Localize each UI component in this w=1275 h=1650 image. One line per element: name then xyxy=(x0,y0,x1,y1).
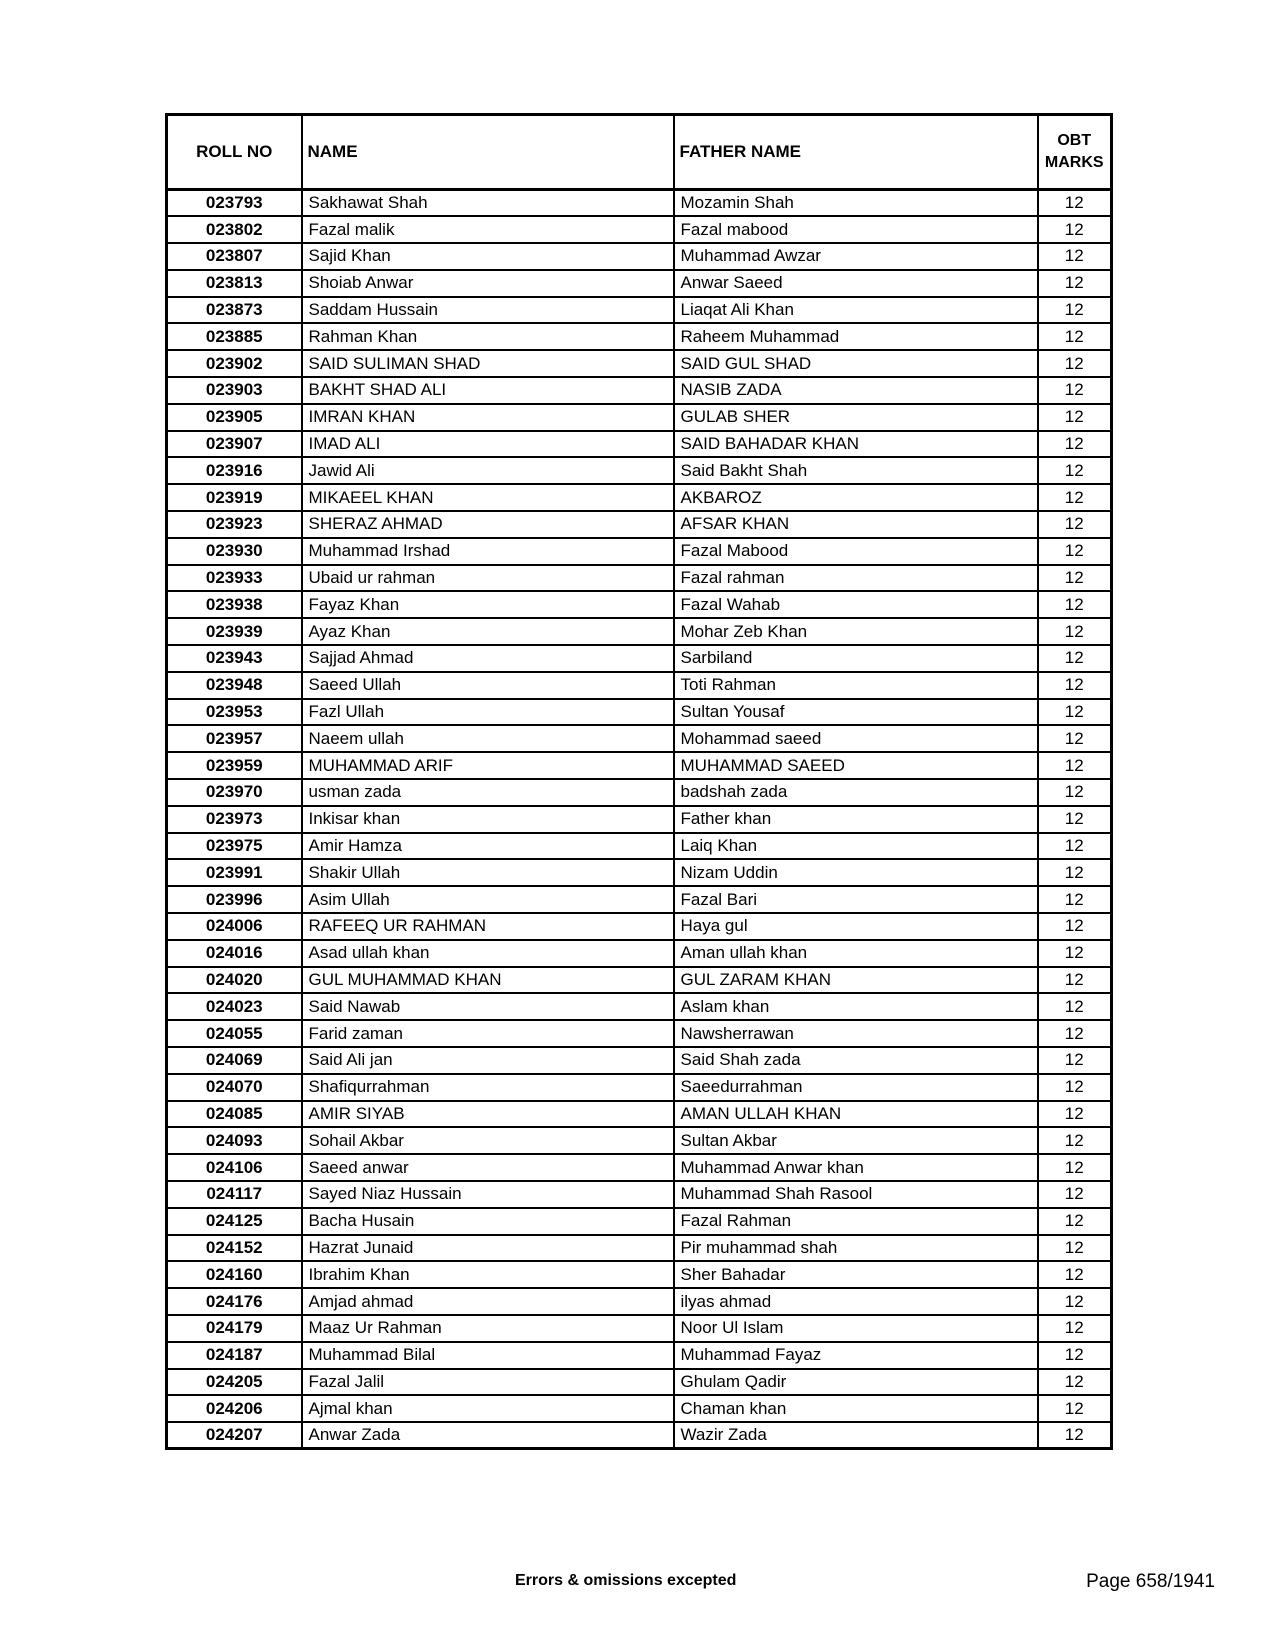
roll-no-cell: 024106 xyxy=(167,1154,302,1181)
table-row xyxy=(167,1208,1112,1235)
name-cell: AMIR SIYAB xyxy=(302,1101,674,1128)
obt-marks-cell: 12 xyxy=(1038,297,1112,324)
roll-no-cell: 024207 xyxy=(167,1422,302,1449)
obt-marks-cell: 12 xyxy=(1038,779,1112,806)
obt-marks-cell: 12 xyxy=(1038,565,1112,592)
obt-marks-cell: 12 xyxy=(1038,1261,1112,1288)
obt-marks-cell: 12 xyxy=(1038,1181,1112,1208)
table-row xyxy=(167,886,1112,913)
obt-marks-cell: 12 xyxy=(1038,1074,1112,1101)
table-header xyxy=(167,115,1112,190)
table-row xyxy=(167,913,1112,940)
name-cell: Sakhawat Shah xyxy=(302,190,674,217)
column-header-obt-marks: OBT MARKS xyxy=(1038,115,1112,190)
name-cell: IMAD ALI xyxy=(302,431,674,458)
father-name-cell: Fazal Bari xyxy=(674,886,1038,913)
father-name-cell: Ghulam Qadir xyxy=(674,1369,1038,1396)
obt-marks-cell: 12 xyxy=(1038,1020,1112,1047)
name-cell: GUL MUHAMMAD KHAN xyxy=(302,967,674,994)
roll-no-cell: 023902 xyxy=(167,350,302,377)
father-name-cell: Father khan xyxy=(674,806,1038,833)
table-row xyxy=(167,699,1112,726)
table-row xyxy=(167,618,1112,645)
table-row xyxy=(167,779,1112,806)
obt-marks-cell: 12 xyxy=(1038,1127,1112,1154)
table-row xyxy=(167,457,1112,484)
father-name-cell: Fazal Rahman xyxy=(674,1208,1038,1235)
name-cell: Muhammad Irshad xyxy=(302,538,674,565)
name-cell: usman zada xyxy=(302,779,674,806)
table-row xyxy=(167,404,1112,431)
table-row xyxy=(167,538,1112,565)
obt-marks-cell: 12 xyxy=(1038,1047,1112,1074)
roll-no-cell: 023957 xyxy=(167,725,302,752)
father-name-cell: ilyas ahmad xyxy=(674,1288,1038,1315)
obt-marks-cell: 12 xyxy=(1038,457,1112,484)
roll-no-cell: 023873 xyxy=(167,297,302,324)
obt-marks-cell: 12 xyxy=(1038,1395,1112,1422)
roll-no-cell: 023916 xyxy=(167,457,302,484)
table-row xyxy=(167,1020,1112,1047)
table-row xyxy=(167,993,1112,1020)
roll-no-cell: 023885 xyxy=(167,323,302,350)
obt-marks-cell: 12 xyxy=(1038,270,1112,297)
father-name-cell: GUL ZARAM KHAN xyxy=(674,967,1038,994)
father-name-cell: Noor Ul Islam xyxy=(674,1315,1038,1342)
table-row xyxy=(167,940,1112,967)
father-name-cell: MUHAMMAD SAEED xyxy=(674,752,1038,779)
obt-marks-cell: 12 xyxy=(1038,1101,1112,1128)
roll-no-cell: 024006 xyxy=(167,913,302,940)
roll-no-cell: 024070 xyxy=(167,1074,302,1101)
father-name-cell: Muhammad Anwar khan xyxy=(674,1154,1038,1181)
name-cell: Bacha Husain xyxy=(302,1208,674,1235)
table-row xyxy=(167,323,1112,350)
table-row xyxy=(167,1288,1112,1315)
father-name-cell: Wazir Zada xyxy=(674,1422,1038,1449)
table-row xyxy=(167,1127,1112,1154)
father-name-cell: Chaman khan xyxy=(674,1395,1038,1422)
father-name-cell: Mohammad saeed xyxy=(674,725,1038,752)
roll-no-cell: 024020 xyxy=(167,967,302,994)
name-cell: Fazal malik xyxy=(302,216,674,243)
roll-no-cell: 023933 xyxy=(167,565,302,592)
roll-no-cell: 023948 xyxy=(167,672,302,699)
father-name-cell: Fazal Mabood xyxy=(674,538,1038,565)
obt-marks-cell: 12 xyxy=(1038,404,1112,431)
table-row xyxy=(167,672,1112,699)
father-name-cell: Anwar Saeed xyxy=(674,270,1038,297)
name-cell: Sajjad Ahmad xyxy=(302,645,674,672)
obt-marks-cell: 12 xyxy=(1038,725,1112,752)
father-name-cell: Sultan Yousaf xyxy=(674,699,1038,726)
name-cell: Asim Ullah xyxy=(302,886,674,913)
column-header-name: NAME xyxy=(302,115,674,190)
obt-marks-cell: 12 xyxy=(1038,940,1112,967)
obt-marks-cell: 12 xyxy=(1038,1422,1112,1449)
name-cell: Saeed anwar xyxy=(302,1154,674,1181)
father-name-cell: AMAN ULLAH KHAN xyxy=(674,1101,1038,1128)
obt-marks-cell: 12 xyxy=(1038,538,1112,565)
table-row xyxy=(167,484,1112,511)
roll-no-cell: 023959 xyxy=(167,752,302,779)
obt-marks-cell: 12 xyxy=(1038,1315,1112,1342)
column-header-father-name: FATHER NAME xyxy=(674,115,1038,190)
roll-no-cell: 023943 xyxy=(167,645,302,672)
table-row xyxy=(167,859,1112,886)
name-cell: Fazl Ullah xyxy=(302,699,674,726)
roll-no-cell: 023793 xyxy=(167,190,302,217)
father-name-cell: Mohar Zeb Khan xyxy=(674,618,1038,645)
obt-marks-cell: 12 xyxy=(1038,1208,1112,1235)
father-name-cell: Muhammad Awzar xyxy=(674,243,1038,270)
obt-marks-cell: 12 xyxy=(1038,1288,1112,1315)
roll-no-cell: 023970 xyxy=(167,779,302,806)
obt-marks-cell: 12 xyxy=(1038,243,1112,270)
father-name-cell: Sultan Akbar xyxy=(674,1127,1038,1154)
obt-marks-cell: 12 xyxy=(1038,377,1112,404)
table-row xyxy=(167,243,1112,270)
father-name-cell: Sarbiland xyxy=(674,645,1038,672)
roll-no-cell: 023813 xyxy=(167,270,302,297)
table-row xyxy=(167,565,1112,592)
father-name-cell: Fazal rahman xyxy=(674,565,1038,592)
table-row xyxy=(167,1181,1112,1208)
name-cell: Said Nawab xyxy=(302,993,674,1020)
table-row xyxy=(167,1342,1112,1369)
name-cell: Sajid Khan xyxy=(302,243,674,270)
table-row xyxy=(167,1315,1112,1342)
table-body xyxy=(167,190,1112,1449)
obt-marks-cell: 12 xyxy=(1038,323,1112,350)
table-row xyxy=(167,645,1112,672)
name-cell: Maaz Ur Rahman xyxy=(302,1315,674,1342)
roll-no-cell: 023991 xyxy=(167,859,302,886)
name-cell: Ibrahim Khan xyxy=(302,1261,674,1288)
father-name-cell: AFSAR KHAN xyxy=(674,511,1038,538)
name-cell: Shafiqurrahman xyxy=(302,1074,674,1101)
name-cell: Hazrat Junaid xyxy=(302,1235,674,1262)
roll-no-cell: 023905 xyxy=(167,404,302,431)
table-row xyxy=(167,216,1112,243)
father-name-cell: SAID GUL SHAD xyxy=(674,350,1038,377)
father-name-cell: Aman ullah khan xyxy=(674,940,1038,967)
father-name-cell: Toti Rahman xyxy=(674,672,1038,699)
roll-no-cell: 024055 xyxy=(167,1020,302,1047)
obt-marks-cell: 12 xyxy=(1038,591,1112,618)
father-name-cell: AKBAROZ xyxy=(674,484,1038,511)
father-name-cell: Nizam Uddin xyxy=(674,859,1038,886)
column-header-roll-no: ROLL NO xyxy=(167,115,302,190)
obt-marks-cell: 12 xyxy=(1038,431,1112,458)
name-cell: Ubaid ur rahman xyxy=(302,565,674,592)
name-cell: IMRAN KHAN xyxy=(302,404,674,431)
roll-no-cell: 023996 xyxy=(167,886,302,913)
name-cell: Ayaz Khan xyxy=(302,618,674,645)
name-cell: Amjad ahmad xyxy=(302,1288,674,1315)
father-name-cell: SAID BAHADAR KHAN xyxy=(674,431,1038,458)
table-row xyxy=(167,1369,1112,1396)
roll-no-cell: 024085 xyxy=(167,1101,302,1128)
name-cell: Sayed Niaz Hussain xyxy=(302,1181,674,1208)
name-cell: Saeed Ullah xyxy=(302,672,674,699)
roll-no-cell: 023975 xyxy=(167,833,302,860)
roll-no-cell: 023802 xyxy=(167,216,302,243)
name-cell: Shoiab Anwar xyxy=(302,270,674,297)
obt-marks-cell: 12 xyxy=(1038,484,1112,511)
table-row xyxy=(167,431,1112,458)
father-name-cell: badshah zada xyxy=(674,779,1038,806)
name-cell: Farid zaman xyxy=(302,1020,674,1047)
father-name-cell: Sher Bahadar xyxy=(674,1261,1038,1288)
father-name-cell: Said Bakht Shah xyxy=(674,457,1038,484)
table-row xyxy=(167,377,1112,404)
father-name-cell: Raheem Muhammad xyxy=(674,323,1038,350)
roll-no-cell: 023930 xyxy=(167,538,302,565)
obt-marks-cell: 12 xyxy=(1038,672,1112,699)
roll-no-cell: 023807 xyxy=(167,243,302,270)
name-cell: Sohail Akbar xyxy=(302,1127,674,1154)
roll-no-cell: 024160 xyxy=(167,1261,302,1288)
roll-no-cell: 023938 xyxy=(167,591,302,618)
father-name-cell: Saeedurrahman xyxy=(674,1074,1038,1101)
table-row xyxy=(167,725,1112,752)
page-number: Page 658/1941 xyxy=(1086,1571,1215,1592)
father-name-cell: Said Shah zada xyxy=(674,1047,1038,1074)
roll-no-cell: 024023 xyxy=(167,993,302,1020)
father-name-cell: Liaqat Ali Khan xyxy=(674,297,1038,324)
obt-marks-cell: 12 xyxy=(1038,859,1112,886)
father-name-cell: Mozamin Shah xyxy=(674,190,1038,217)
roll-no-cell: 023939 xyxy=(167,618,302,645)
table-row xyxy=(167,270,1112,297)
father-name-cell: Aslam khan xyxy=(674,993,1038,1020)
father-name-cell: Muhammad Shah Rasool xyxy=(674,1181,1038,1208)
roll-no-cell: 023973 xyxy=(167,806,302,833)
name-cell: Fazal Jalil xyxy=(302,1369,674,1396)
obt-marks-cell: 12 xyxy=(1038,967,1112,994)
table-header-row xyxy=(167,115,1112,190)
name-cell: Naeem ullah xyxy=(302,725,674,752)
name-cell: Ajmal khan xyxy=(302,1395,674,1422)
name-cell: Shakir Ullah xyxy=(302,859,674,886)
roll-no-cell: 024117 xyxy=(167,1181,302,1208)
footer-note: Errors & omissions excepted xyxy=(515,1572,737,1589)
name-cell: Amir Hamza xyxy=(302,833,674,860)
results-table xyxy=(165,113,1113,1450)
roll-no-cell: 023923 xyxy=(167,511,302,538)
table-row xyxy=(167,1101,1112,1128)
name-cell: Inkisar khan xyxy=(302,806,674,833)
name-cell: Rahman Khan xyxy=(302,323,674,350)
obt-marks-cell: 12 xyxy=(1038,190,1112,217)
name-cell: Saddam Hussain xyxy=(302,297,674,324)
roll-no-cell: 024179 xyxy=(167,1315,302,1342)
obt-marks-cell: 12 xyxy=(1038,1235,1112,1262)
roll-no-cell: 024176 xyxy=(167,1288,302,1315)
name-cell: RAFEEQ UR RAHMAN xyxy=(302,913,674,940)
father-name-cell: Nawsherrawan xyxy=(674,1020,1038,1047)
table-row xyxy=(167,806,1112,833)
obt-marks-cell: 12 xyxy=(1038,1154,1112,1181)
obt-marks-cell: 12 xyxy=(1038,752,1112,779)
roll-no-cell: 024152 xyxy=(167,1235,302,1262)
table-row xyxy=(167,1395,1112,1422)
obt-marks-cell: 12 xyxy=(1038,216,1112,243)
table-row xyxy=(167,350,1112,377)
table-row xyxy=(167,1047,1112,1074)
name-cell: Muhammad Bilal xyxy=(302,1342,674,1369)
obt-marks-cell: 12 xyxy=(1038,833,1112,860)
obt-marks-cell: 12 xyxy=(1038,350,1112,377)
father-name-cell: NASIB ZADA xyxy=(674,377,1038,404)
table-row xyxy=(167,591,1112,618)
table-row xyxy=(167,833,1112,860)
table-row xyxy=(167,1074,1112,1101)
table-row xyxy=(167,1235,1112,1262)
name-cell: MIKAEEL KHAN xyxy=(302,484,674,511)
roll-no-cell: 024016 xyxy=(167,940,302,967)
obt-marks-cell: 12 xyxy=(1038,699,1112,726)
roll-no-cell: 024205 xyxy=(167,1369,302,1396)
name-cell: SAID SULIMAN SHAD xyxy=(302,350,674,377)
father-name-cell: Laiq Khan xyxy=(674,833,1038,860)
obt-marks-cell: 12 xyxy=(1038,806,1112,833)
name-cell: Anwar Zada xyxy=(302,1422,674,1449)
table-row xyxy=(167,1261,1112,1288)
name-cell: Jawid Ali xyxy=(302,457,674,484)
roll-no-cell: 024093 xyxy=(167,1127,302,1154)
table-row xyxy=(167,297,1112,324)
obt-marks-cell: 12 xyxy=(1038,993,1112,1020)
father-name-cell: Fazal mabood xyxy=(674,216,1038,243)
obt-marks-cell: 12 xyxy=(1038,886,1112,913)
father-name-cell: Pir muhammad shah xyxy=(674,1235,1038,1262)
father-name-cell: Muhammad Fayaz xyxy=(674,1342,1038,1369)
roll-no-cell: 023907 xyxy=(167,431,302,458)
table-row xyxy=(167,752,1112,779)
obt-marks-cell: 12 xyxy=(1038,1342,1112,1369)
roll-no-cell: 024187 xyxy=(167,1342,302,1369)
roll-no-cell: 023919 xyxy=(167,484,302,511)
name-cell: Asad ullah khan xyxy=(302,940,674,967)
table-row xyxy=(167,511,1112,538)
roll-no-cell: 024125 xyxy=(167,1208,302,1235)
obt-marks-cell: 12 xyxy=(1038,511,1112,538)
roll-no-cell: 024069 xyxy=(167,1047,302,1074)
roll-no-cell: 023953 xyxy=(167,699,302,726)
roll-no-cell: 024206 xyxy=(167,1395,302,1422)
table-row xyxy=(167,967,1112,994)
father-name-cell: GULAB SHER xyxy=(674,404,1038,431)
obt-marks-cell: 12 xyxy=(1038,618,1112,645)
table-row xyxy=(167,1154,1112,1181)
name-cell: Fayaz Khan xyxy=(302,591,674,618)
obt-marks-cell: 12 xyxy=(1038,913,1112,940)
table-row xyxy=(167,190,1112,217)
name-cell: BAKHT SHAD ALI xyxy=(302,377,674,404)
table-row xyxy=(167,1422,1112,1449)
roll-no-cell: 023903 xyxy=(167,377,302,404)
obt-marks-cell: 12 xyxy=(1038,1369,1112,1396)
name-cell: MUHAMMAD ARIF xyxy=(302,752,674,779)
father-name-cell: Haya gul xyxy=(674,913,1038,940)
name-cell: SHERAZ AHMAD xyxy=(302,511,674,538)
obt-marks-cell: 12 xyxy=(1038,645,1112,672)
name-cell: Said Ali jan xyxy=(302,1047,674,1074)
father-name-cell: Fazal Wahab xyxy=(674,591,1038,618)
